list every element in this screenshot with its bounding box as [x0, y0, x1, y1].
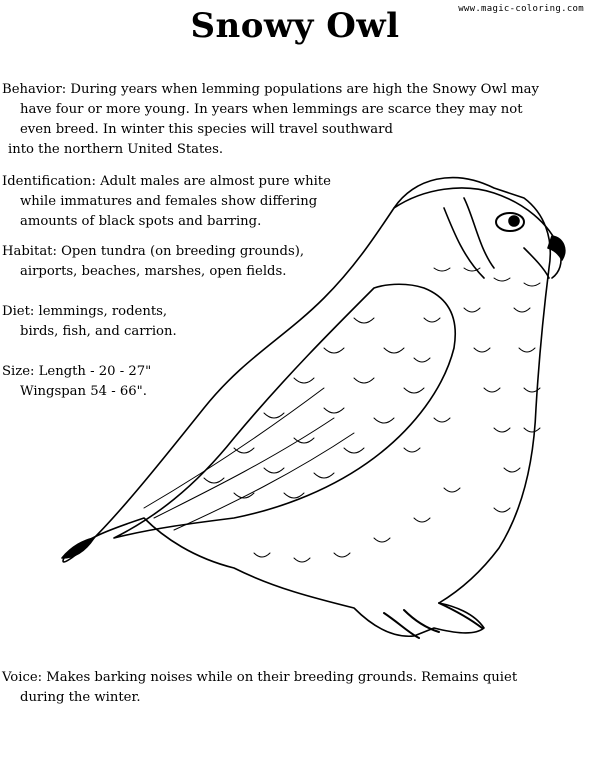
size-line: Size: Length - 20 - 27" [2, 364, 152, 379]
owl-facial-disc [444, 198, 549, 278]
voice-line: during the winter. [20, 690, 141, 705]
behavior-section [2, 80, 572, 160]
identification-line: amounts of black spots and barring. [20, 214, 262, 229]
behavior-line: Behavior: During years when lemming populations are high the Snowy Owl may [2, 82, 539, 97]
diet-line: birds, fish, and carrion. [20, 324, 177, 339]
identification-line: while immatures and females show differing [20, 194, 318, 209]
behavior-line: into the northern United States. [8, 142, 224, 157]
diet-line: Diet: lemmings, rodents, [2, 304, 168, 319]
voice-section [2, 668, 572, 708]
owl-body-outline [63, 178, 550, 637]
identification-line: Identification: Adult males are almost pure white [2, 174, 331, 189]
size-line: Wingspan 54 - 66". [20, 384, 147, 399]
owl-pupil [509, 216, 519, 226]
habitat-line: Habitat: Open tundra (on breeding grounds), [2, 244, 305, 259]
voice-line: Voice: Makes barking noises while on their breeding grounds. Remains quiet [2, 670, 518, 685]
watermark: www.magic-coloring.com [458, 4, 584, 14]
behavior-line: have four or more young. In years when lemmings are scarce they may not [20, 102, 523, 117]
owl-wing-tip [62, 538, 94, 558]
behavior-line: even breed. In winter this species will travel southward [20, 122, 393, 137]
owl-illustration [54, 158, 574, 648]
owl-wing [114, 284, 455, 538]
page-title: Snowy Owl [190, 6, 400, 46]
owl-feather-pattern [144, 268, 540, 562]
habitat-line: airports, beaches, marshes, open fields. [20, 264, 287, 279]
